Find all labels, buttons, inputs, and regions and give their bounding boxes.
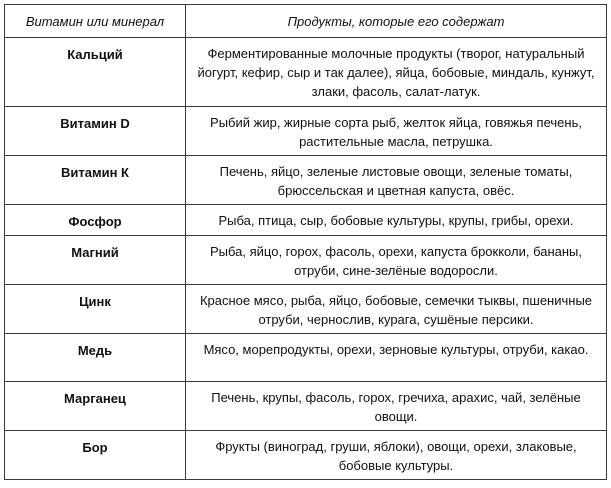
table-row: [5, 156, 607, 205]
nutrient-name: Кальций: [5, 38, 186, 107]
nutrient-products: Печень, яйцо, зеленые листовые овощи, зеленые томаты, брюссельская и цветная капуста, овёс.: [186, 156, 607, 205]
nutrient-name: Цинк: [5, 285, 186, 334]
nutrient-products: Печень, крупы, фасоль, горох, гречиха, арахис, чай, зелёные овощи.: [186, 382, 607, 431]
nutrient-products: Рыба, птица, сыр, бобовые культуры, крупы, грибы, орехи.: [186, 205, 607, 236]
table-row: [5, 382, 607, 431]
table-row: [5, 107, 607, 156]
nutrient-products: Фрукты (виноград, груши, яблоки), овощи, орехи, злаковые, бобовые культуры.: [186, 431, 607, 480]
table-row: [5, 205, 607, 236]
table-row: [5, 38, 607, 107]
nutrient-name: Марганец: [5, 382, 186, 431]
header-name: Витамин или минерал: [5, 5, 186, 38]
nutrient-name: Магний: [5, 236, 186, 285]
nutrient-products: Рыба, яйцо, горох, фасоль, орехи, капуста брокколи, бананы, отруби, сине-зелёные водоросли.: [186, 236, 607, 285]
header-row: [5, 5, 607, 38]
header-products: Продукты, которые его содержат: [186, 5, 607, 38]
nutrient-name: Фосфор: [5, 205, 186, 236]
table-row: [5, 285, 607, 334]
table-row: [5, 334, 607, 382]
nutrient-products: Рыбий жир, жирные сорта рыб, желток яйца, говяжья печень, растительные масла, петрушка.: [186, 107, 607, 156]
nutrients-table: [4, 4, 607, 480]
nutrient-products: Ферментированные молочные продукты (творог, натуральный йогурт, кефир, сыр и так далее), яйца, бобовые, миндаль, кунжут, злаки, фасоль, салат-латук.: [186, 38, 607, 107]
nutrient-name: Витамин D: [5, 107, 186, 156]
nutrient-name: Витамин К: [5, 156, 186, 205]
nutrient-products: Мясо, морепродукты, орехи, зерновые культуры, отруби, какао.: [186, 334, 607, 382]
nutrient-name: Медь: [5, 334, 186, 382]
nutrient-name: Бор: [5, 431, 186, 480]
nutrient-products: Красное мясо, рыба, яйцо, бобовые, семечки тыквы, пшеничные отруби, чернослив, курага, сушёные персики.: [186, 285, 607, 334]
table-row: [5, 236, 607, 285]
table-row: [5, 431, 607, 480]
